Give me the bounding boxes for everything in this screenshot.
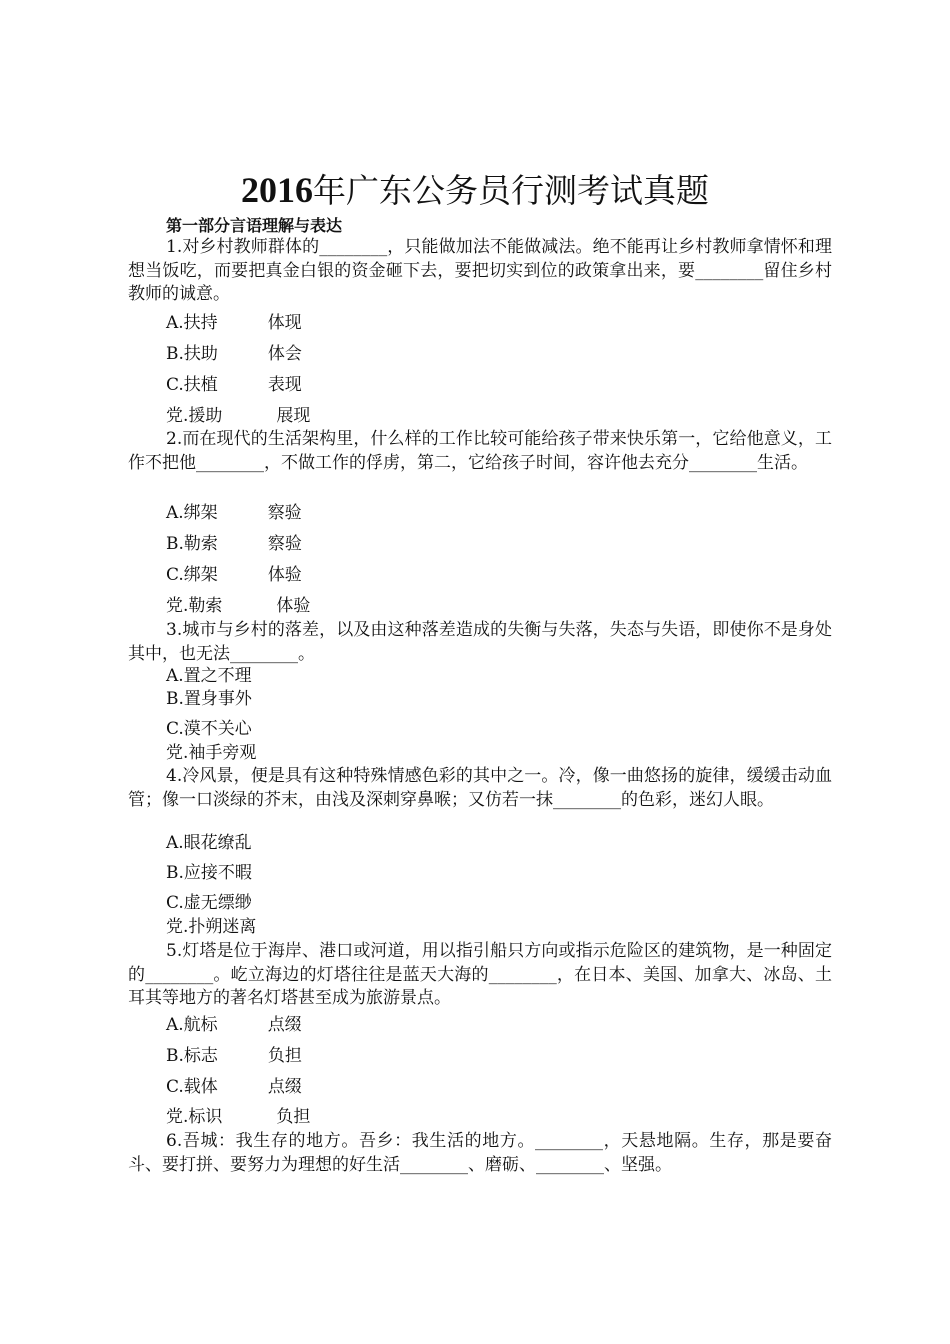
question-1-option-c: C.扶植 表现: [166, 375, 302, 395]
question-2-option-d: 党.勒索 体验: [166, 596, 311, 616]
question-6-stem: 6.吾城：我生存的地方。吾乡：我生活的地方。________，天悬地隔。生存，那是要奋斗、要打拼、要努力为理想的好生活________、磨砺、________、坚强。: [128, 1131, 832, 1175]
question-5-option-d: 党.标识 负担: [166, 1107, 311, 1127]
question-4-option-d: 党.扑朔迷离: [166, 917, 257, 937]
question-3-option-a: A.置之不理: [166, 666, 252, 686]
question-4-option-b: B.应接不暇: [166, 863, 252, 883]
question-2-stem: 2.而在现代的生活架构里，什么样的工作比较可能给孩子带来快乐第一，它给他意义，工作不把他________，不做工作的俘虏，第二，它给孩子时间，容许他去充分________生活。: [128, 429, 832, 473]
question-3-stem: 3.城市与乡村的落差，以及由这种落差造成的失衡与失落，失态与失语，即使你不是身处其中，也无法________。: [128, 620, 832, 664]
question-4-option-c: C.虚无缥缈: [166, 893, 252, 913]
question-5-option-a: A.航标 点缀: [166, 1015, 302, 1035]
question-1-stem: 1.对乡村教师群体的________，只能做加法不能做减法。绝不能再让乡村教师拿情怀和理想当饭吃，而要把真金白银的资金砸下去，要把切实到位的政策拿出来，要________留住乡村教师的诚意。: [128, 237, 832, 305]
question-1-option-d: 党.援助 展现: [166, 406, 311, 426]
question-3-option-d: 党.袖手旁观: [166, 743, 257, 763]
question-5-option-c: C.载体 点缀: [166, 1077, 302, 1097]
question-2-option-a: A.绑架 察验: [166, 503, 302, 523]
question-4-option-a: A.眼花缭乱: [166, 833, 252, 853]
question-1-option-a: A.扶持 体现: [166, 313, 302, 333]
question-5-stem: 5.灯塔是位于海岸、港口或河道，用以指引船只方向或指示危险区的建筑物，是一种固定的________。屹立海边的灯塔往往是蓝天大海的________，在日本、美国、加拿大、冰岛、土耳其等地方的著名灯塔甚至成为旅游景点。: [128, 941, 832, 1009]
question-2-option-c: C.绑架 体验: [166, 565, 302, 585]
question-4-stem: 4.冷风景，便是具有这种特殊情感色彩的其中之一。冷，像一曲悠扬的旋律，缓缓击动血管；像一口淡绿的芥末，由浅及深刺穿鼻喉；又仿若一抹________的色彩，迷幻人眼。: [128, 766, 832, 810]
title-text: 年广东公务员行测考试真题: [313, 171, 709, 210]
question-2-option-b: B.勒索 察验: [166, 534, 302, 554]
question-3-option-b: B.置身事外: [166, 689, 252, 709]
question-3-option-c: C.漠不关心: [166, 719, 252, 739]
section-heading: 第一部分言语理解与表达: [166, 216, 343, 235]
document-title: [0, 166, 950, 215]
question-1-option-b: B.扶助 体会: [166, 344, 302, 364]
title-year: 2016: [241, 170, 313, 210]
question-5-option-b: B.标志 负担: [166, 1046, 302, 1066]
